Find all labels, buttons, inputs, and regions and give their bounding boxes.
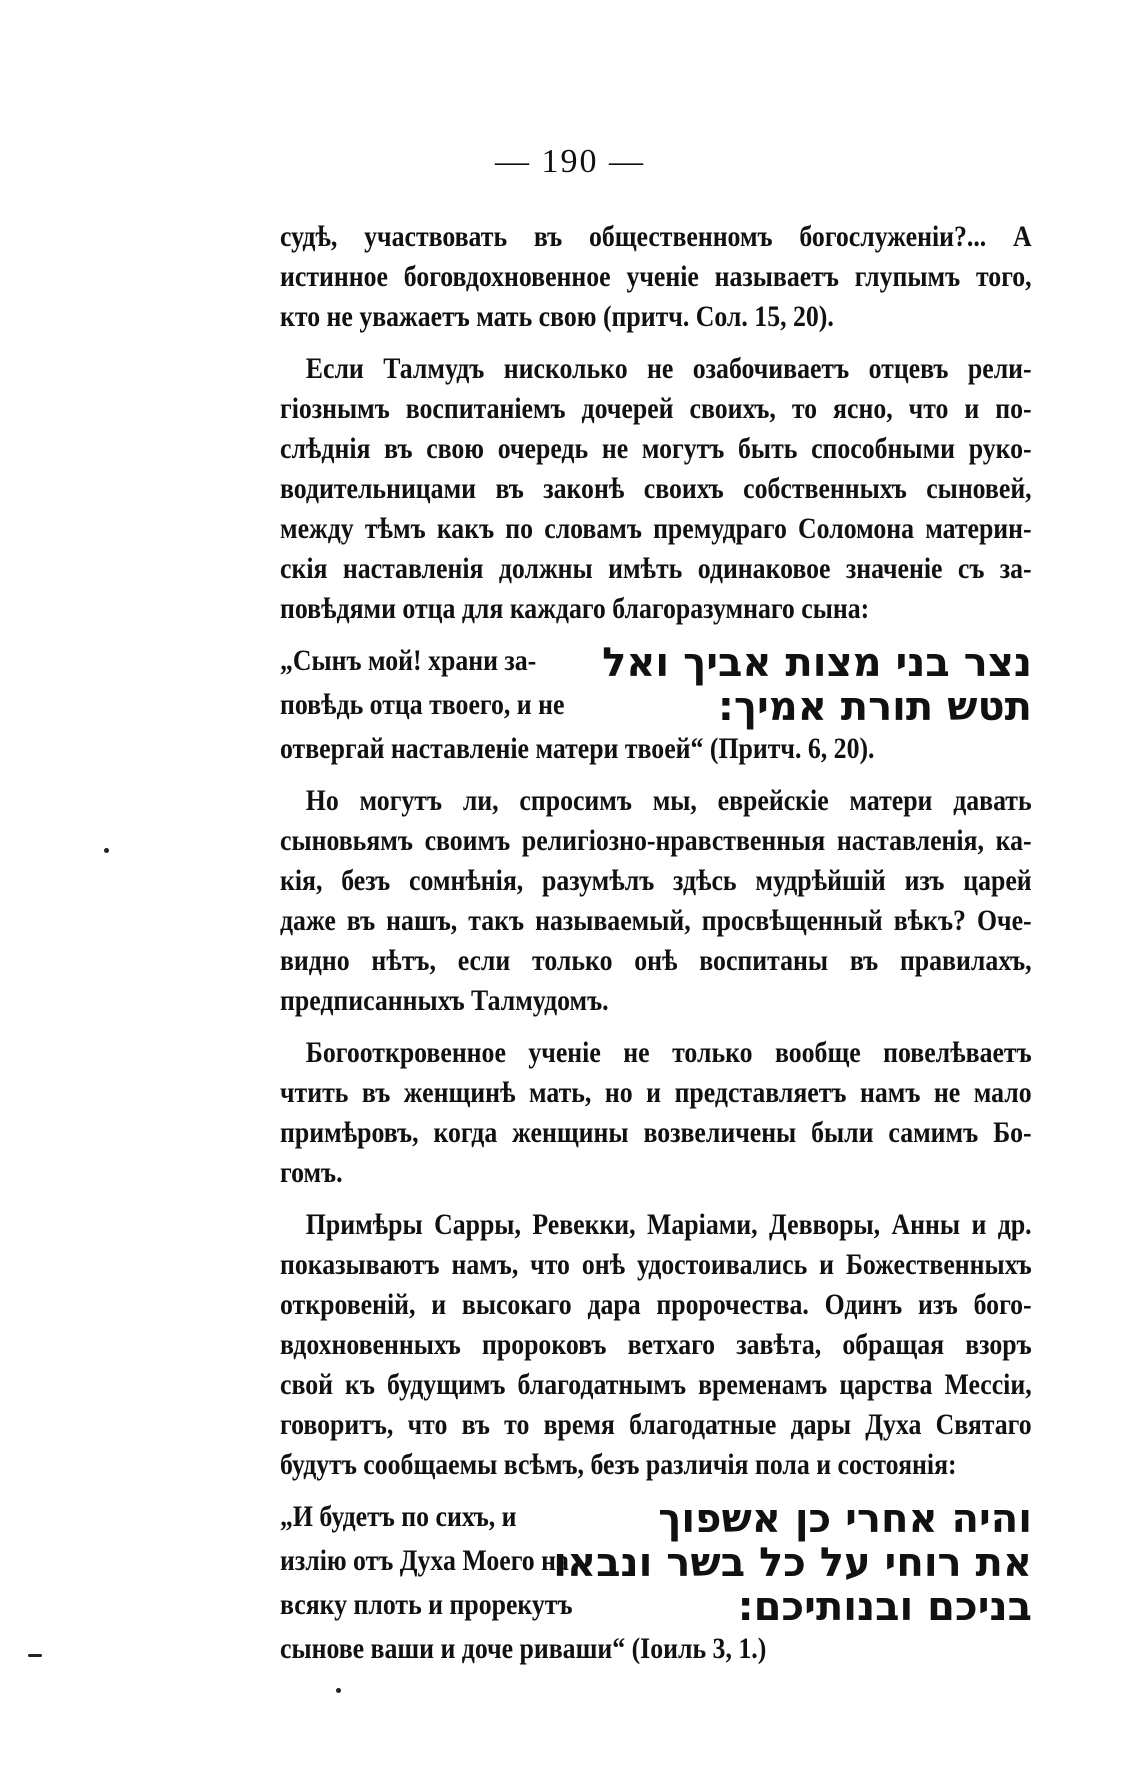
quote-row xyxy=(280,1585,1032,1629)
page-text xyxy=(280,217,1032,1681)
text-line: даже въ нашъ, такъ называемый, просвѣщенный вѣкъ? Оче- xyxy=(280,904,1032,937)
quote-joel xyxy=(280,1497,1032,1669)
paragraph-2 xyxy=(280,349,1032,629)
text-line: показываютъ намъ, что онѣ удостоивались и Божественныхъ xyxy=(280,1248,1032,1281)
page-number: — 190 — xyxy=(495,143,645,180)
text-line: гомъ. xyxy=(280,1156,343,1189)
text-line: предписанныхъ Талмудомъ. xyxy=(280,984,609,1017)
text-line: кто не уважаетъ мать свою (притч. Сол. 15, 20). xyxy=(280,300,834,333)
text-line: будутъ сообщаемы всѣмъ, безъ различія пола и состоянія: xyxy=(280,1448,957,1481)
quote-russian: излію отъ Духа Моего на xyxy=(280,1544,569,1577)
quote-hebrew: בניכם ובנותיכם: xyxy=(737,1584,1032,1630)
quote-proverbs xyxy=(280,641,1032,769)
quote-hebrew: נצר בני מצות אביך ואל xyxy=(602,640,1032,686)
text-line: истинное боговдохновенное ученіе называетъ глупымъ того, xyxy=(280,260,1032,293)
paragraph-1 xyxy=(280,217,1032,337)
scan-speck xyxy=(28,1654,42,1657)
quote-russian: „Сынъ мой! храни за- xyxy=(280,644,537,677)
text-line: Богооткровенное ученіе не только вообще повелѣваетъ xyxy=(305,1036,1032,1069)
scan-speck xyxy=(104,848,109,853)
text-line: примѣровъ, когда женщины возвеличены были самимъ Бо- xyxy=(280,1116,1032,1149)
paragraph-5 xyxy=(280,1205,1032,1485)
text-line: вдохновенныхъ пророковъ ветхаго завѣта, обращая взоръ xyxy=(280,1328,1032,1361)
scan-speck xyxy=(336,1688,341,1693)
quote-tail: сынове ваши и доче риваши“ (Іоиль 3, 1.) xyxy=(280,1632,767,1665)
quote-row xyxy=(280,1497,1032,1541)
text-line: водительницами въ законѣ своихъ собственныхъ сыновей, xyxy=(280,472,1032,505)
text-line: сыновьямъ своимъ религіозно-нравственныя наставленія, ка- xyxy=(280,824,1032,857)
quote-row xyxy=(280,685,1032,729)
paragraph-3 xyxy=(280,781,1032,1021)
text-line: кія, безъ сомнѣнія, разумѣлъ здѣсь мудрѣйшій изъ царей xyxy=(280,864,1032,897)
paragraph-4 xyxy=(280,1033,1032,1193)
quote-hebrew: תטש תורת אמיך: xyxy=(717,684,1032,730)
text-line: откровеній, и высокаго дара пророчества. Одинъ изъ бого- xyxy=(280,1288,1032,1321)
text-line: слѣднія въ свою очередь не могутъ быть способными руко- xyxy=(280,432,1032,465)
quote-russian: всяку плоть и прорекутъ xyxy=(280,1588,573,1621)
text-line: чтить въ женщинѣ мать, но и представляетъ намъ не мало xyxy=(280,1076,1032,1109)
quote-russian: „И будетъ по сихъ, и xyxy=(280,1500,517,1533)
text-line: видно нѣтъ, если только онѣ воспитаны въ правилахъ, xyxy=(280,944,1032,977)
text-line: между тѣмъ какъ по словамъ премудраго Соломона материн- xyxy=(280,512,1032,545)
quote-row xyxy=(280,1541,1032,1585)
text-line: скія наставленія должны имѣть одинаковое значеніе съ за- xyxy=(280,552,1032,585)
text-line: повѣдями отца для каждаго благоразумнаго сына: xyxy=(280,592,870,625)
text-line: Если Талмудъ нисколько не озабочиваетъ отцевъ рели- xyxy=(305,352,1032,385)
quote-hebrew: והיה אחרי כן אשפוך xyxy=(658,1496,1032,1542)
text-line: свой къ будущимъ благодатнымъ временамъ царства Мессіи, xyxy=(280,1368,1032,1401)
quote-tail: отвергай наставленіе матери твоей“ (Притч. 6, 20). xyxy=(280,732,875,765)
text-line: гіознымъ воспитаніемъ дочерей своихъ, то ясно, что и по- xyxy=(280,392,1032,425)
quote-russian: повѣдь отца твоего, и не xyxy=(280,688,565,721)
text-line: Примѣры Сарры, Ревекки, Маріами, Девворы, Анны и др. xyxy=(305,1208,1032,1241)
text-line: судѣ, участвовать въ общественномъ богослуженіи?... А xyxy=(280,220,1032,253)
quote-row xyxy=(280,641,1032,685)
text-line: Но могутъ ли, спросимъ мы, еврейскіе матери давать xyxy=(305,784,1032,817)
text-line: говоритъ, что въ то время благодатные дары Духа Святаго xyxy=(280,1408,1032,1441)
quote-hebrew: את רוחי על כל בשר ונבאו xyxy=(553,1540,1032,1586)
